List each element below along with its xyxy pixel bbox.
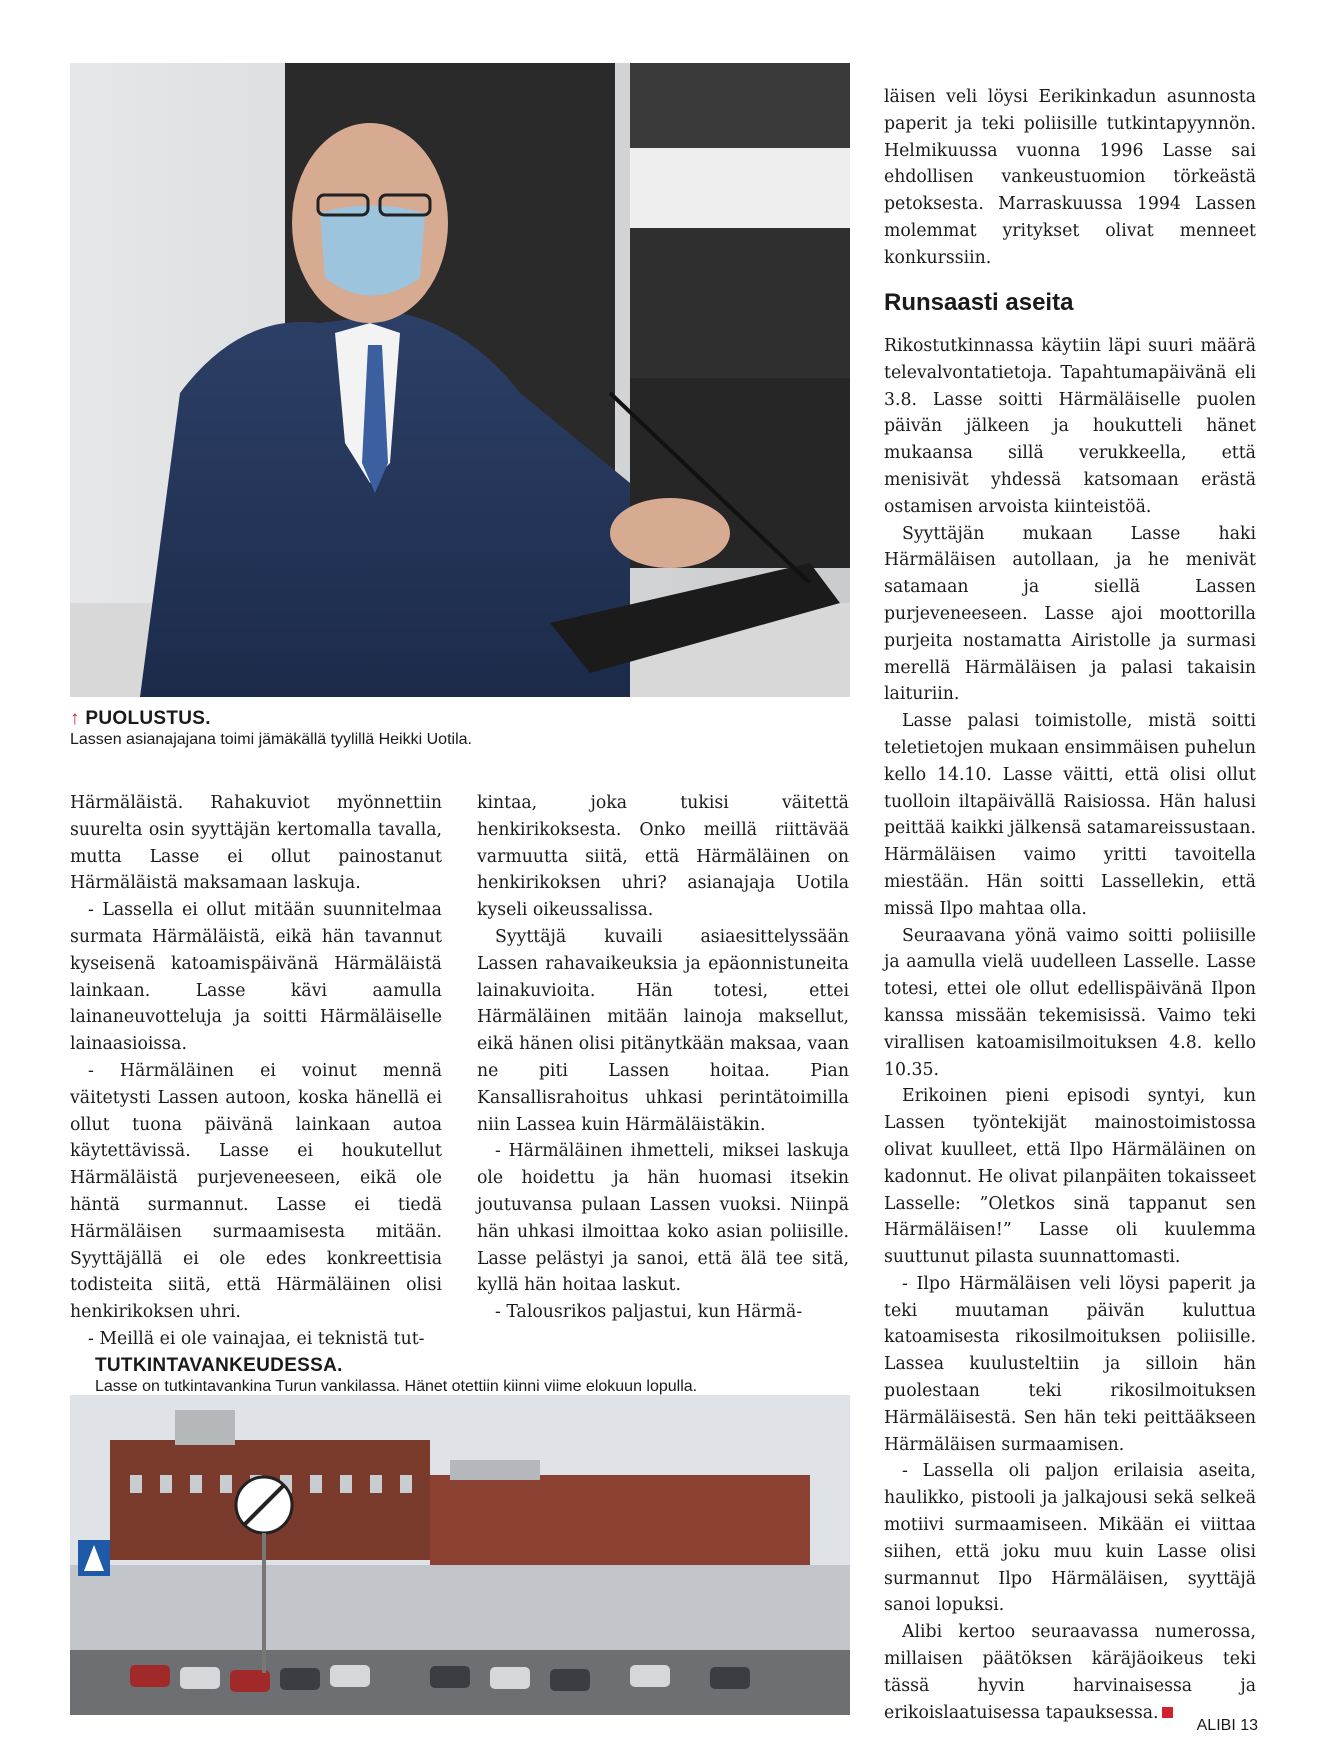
bottom-photo-caption bbox=[95, 1355, 855, 1397]
courtroom-photo bbox=[70, 63, 850, 697]
paragraph: Rikostutkinnassa käytiin läpi suuri määrä televalvontatietoja. Tapahtumapäivänä eli 3.8. Lasse soitti Härmäläiselle puolen päivän jälkeen ja houkutteli hänet mukaansa sillä verukkeella, että menisivät yhdessä katsomaan erästä ostamisen arvoista kiinteistöä. bbox=[884, 336, 1256, 517]
paragraph: - Härmäläinen ihmetteli, miksei laskuja ole hoidettu ja hän huomasi itsekin joutuvansa pulaan Lassen vuoksi. Niinpä hän uhkasi ilmoittaa koko asian poliisille. Lasse pelästyi ja sanoi, että älä tee sitä, kyllä hän hoitaa laskut. bbox=[477, 1141, 849, 1296]
article-column-3 bbox=[884, 333, 1256, 1726]
paragraph: - Ilpo Härmäläisen veli löysi paperit ja teki muutaman päivän kuluttua katoamisesta rikosilmoituksen poliisille. Lassea kuulusteltiin ja silloin hän puolestaan teki rikosilmoituksen Härmäläisestä. Sen hän teki peittääkseen Härmäläisen surmaamisen. bbox=[884, 1273, 1256, 1455]
final-paragraph-text: Alibi kertoo seuraavassa numerossa, millaisen päätöksen käräjäoikeus teki tässä hyvin harvinaisessa ja erikoislaatuisessa tapauksessa. bbox=[884, 1622, 1256, 1723]
paragraph: Lasse palasi toimistolle, mistä soitti teletietojen mukaan ensimmäisen puhelun kello 14.10. Lasse väitti, että olisi ollut tuolloin iltapäivällä Raisiossa. Hän halusi peittää kaikki jälkensä satamareissustaan. Härmäläisen vaimo yritti tavoitella miestään. Hän soitti Lassellekin, että missä Ilpo mahtaa olla. bbox=[884, 711, 1256, 919]
photo-prison bbox=[70, 1395, 850, 1715]
paragraph: läisen veli löysi Eerikinkadun asunnosta paperit ja teki poliisille tutkintapyynnön. Helmikuussa vuonna 1996 Lasse sai ehdollisen vankeustuomion törkeästä petoksesta. Marraskuussa 1994 Lassen molemmat yritykset olivat menneet konkurssiin. bbox=[884, 87, 1256, 268]
prison-photo bbox=[70, 1395, 850, 1715]
article-column-2 bbox=[477, 790, 849, 1326]
caption-title bbox=[70, 708, 850, 730]
caption-title: TUTKINTAVANKEUDESSA. bbox=[95, 1355, 343, 1376]
photo-defense-lawyer bbox=[70, 63, 850, 697]
caption-text: Lassen asianajajana toimi jämäkällä tyylillä Heikki Uotila. bbox=[70, 731, 472, 748]
paragraph: - Härmäläinen ei voinut mennä väitetysti Lassen autoon, koska hänellä ei ollut tuona päivänä lainkaan autoa käytettävissä. Lasse ei houkutellut Härmäläistä purjeveneeseen, eikä ole häntä surmannut. Lasse ei tiedä Härmäläisen surmaamisesta mitään. Syyttäjällä ei ole edes konkreettisia todisteita siitä, että Härmäläinen olisi henkirikoksen uhri. bbox=[70, 1060, 442, 1323]
page-folio: ALIBI 13 bbox=[1196, 1717, 1258, 1734]
paragraph: kintaa, joka tukisi väitettä henkirikoksesta. Onko meillä riittävää varmuutta siitä, että Härmäläinen on henkirikoksen uhri? asianajaja Uotila kyseli oikeussalissa. bbox=[477, 793, 849, 921]
paragraph: Erikoinen pieni episodi syntyi, kun Lassen työntekijät mainostoimistossa olivat kuulleet, että Ilpo Härmäläinen on kadonnut. He olivat pilanpäiten tokaisseet Lasselle: ”Oletkos sinä tappanut sen Härmäläisen!” Lasse oli kuulemma suuttunut pilasta suunnattomasti. bbox=[884, 1086, 1256, 1268]
paragraph: Härmäläistä. Rahakuviot myönnettiin suurelta osin syyttäjän kertomalla tavalla, mutta Lasse ei ollut painostanut Härmäläistä maksamaan laskuja. bbox=[70, 793, 442, 894]
end-mark-icon bbox=[1162, 1707, 1173, 1718]
final-paragraph bbox=[884, 1619, 1256, 1726]
paragraph: - Talousrikos paljastui, kun Härmä- bbox=[495, 1302, 803, 1323]
paragraph: - Lassella oli paljon erilaisia aseita, haulikko, pistooli ja jalkajousi sekä selkeä motiivi surmaamiseen. Mikään ei viittaa siihen, että joku muu kuin Lasse olisi surmannut Ilpo Härmäläisen, syyttäjä sanoi lopuksi. bbox=[884, 1461, 1256, 1616]
article-column-3-continued bbox=[884, 84, 1256, 272]
paragraph: - Lassella ei ollut mitään suunnitelmaa surmata Härmäläistä, eikä hän tavannut kyseisenä katoamispäivänä Härmäläistä lainkaan. Lasse kävi aamulla lainaneuvotteluja ja soitti Härmäläiselle lainaasioissa. bbox=[70, 900, 442, 1055]
subheading: Runsaasti aseita bbox=[884, 289, 1074, 316]
caption-title-text: PUOLUSTUS. bbox=[85, 708, 211, 729]
article-column-1 bbox=[70, 790, 442, 1353]
paragraph: Syyttäjä kuvaili asiaesittelyssään Lassen rahavaikeuksia ja epäonnistuneita lainakuvioita. Hän totesi, ettei Härmäläinen mitään lainoja maksellut, eikä hänen olisi pitänytkään maksaa, vaan ne piti Lassen hoitaa. Pian Kansallisrahoitus uhkasi perintätoimilla niin Lassea kuin Härmäläistäkin. bbox=[477, 926, 849, 1135]
caption-text: Lasse on tutkintavankina Turun vankilassa. Hänet otettiin kiinni viime elokuun lopulla. bbox=[95, 1378, 698, 1395]
paragraph: Seuraavana yönä vaimo soitti poliisille ja aamulla vielä uudelleen Lasselle. Lasse totesi, ettei ole ollut edellispäivänä Ilpon kanssa missään tekemisissä. Vaimo teki virallisen katoamisilmoituksen 4.8. kello 10.35. bbox=[884, 925, 1256, 1080]
arrow-up-icon: ↑ bbox=[70, 708, 80, 729]
paragraph: - Meillä ei ole vainajaa, ei teknistä tut- bbox=[88, 1328, 425, 1349]
top-photo-caption bbox=[70, 708, 850, 750]
paragraph: Syyttäjän mukaan Lasse haki Härmäläisen autollaan, ja he menivät satamaan ja siellä Lassen purjeveneeseen. Lasse ajoi moottorilla purjeita nostamatta Airistolle ja surmasi merellä Härmäläisen ja palasi takaisin laituriin. bbox=[884, 523, 1256, 705]
